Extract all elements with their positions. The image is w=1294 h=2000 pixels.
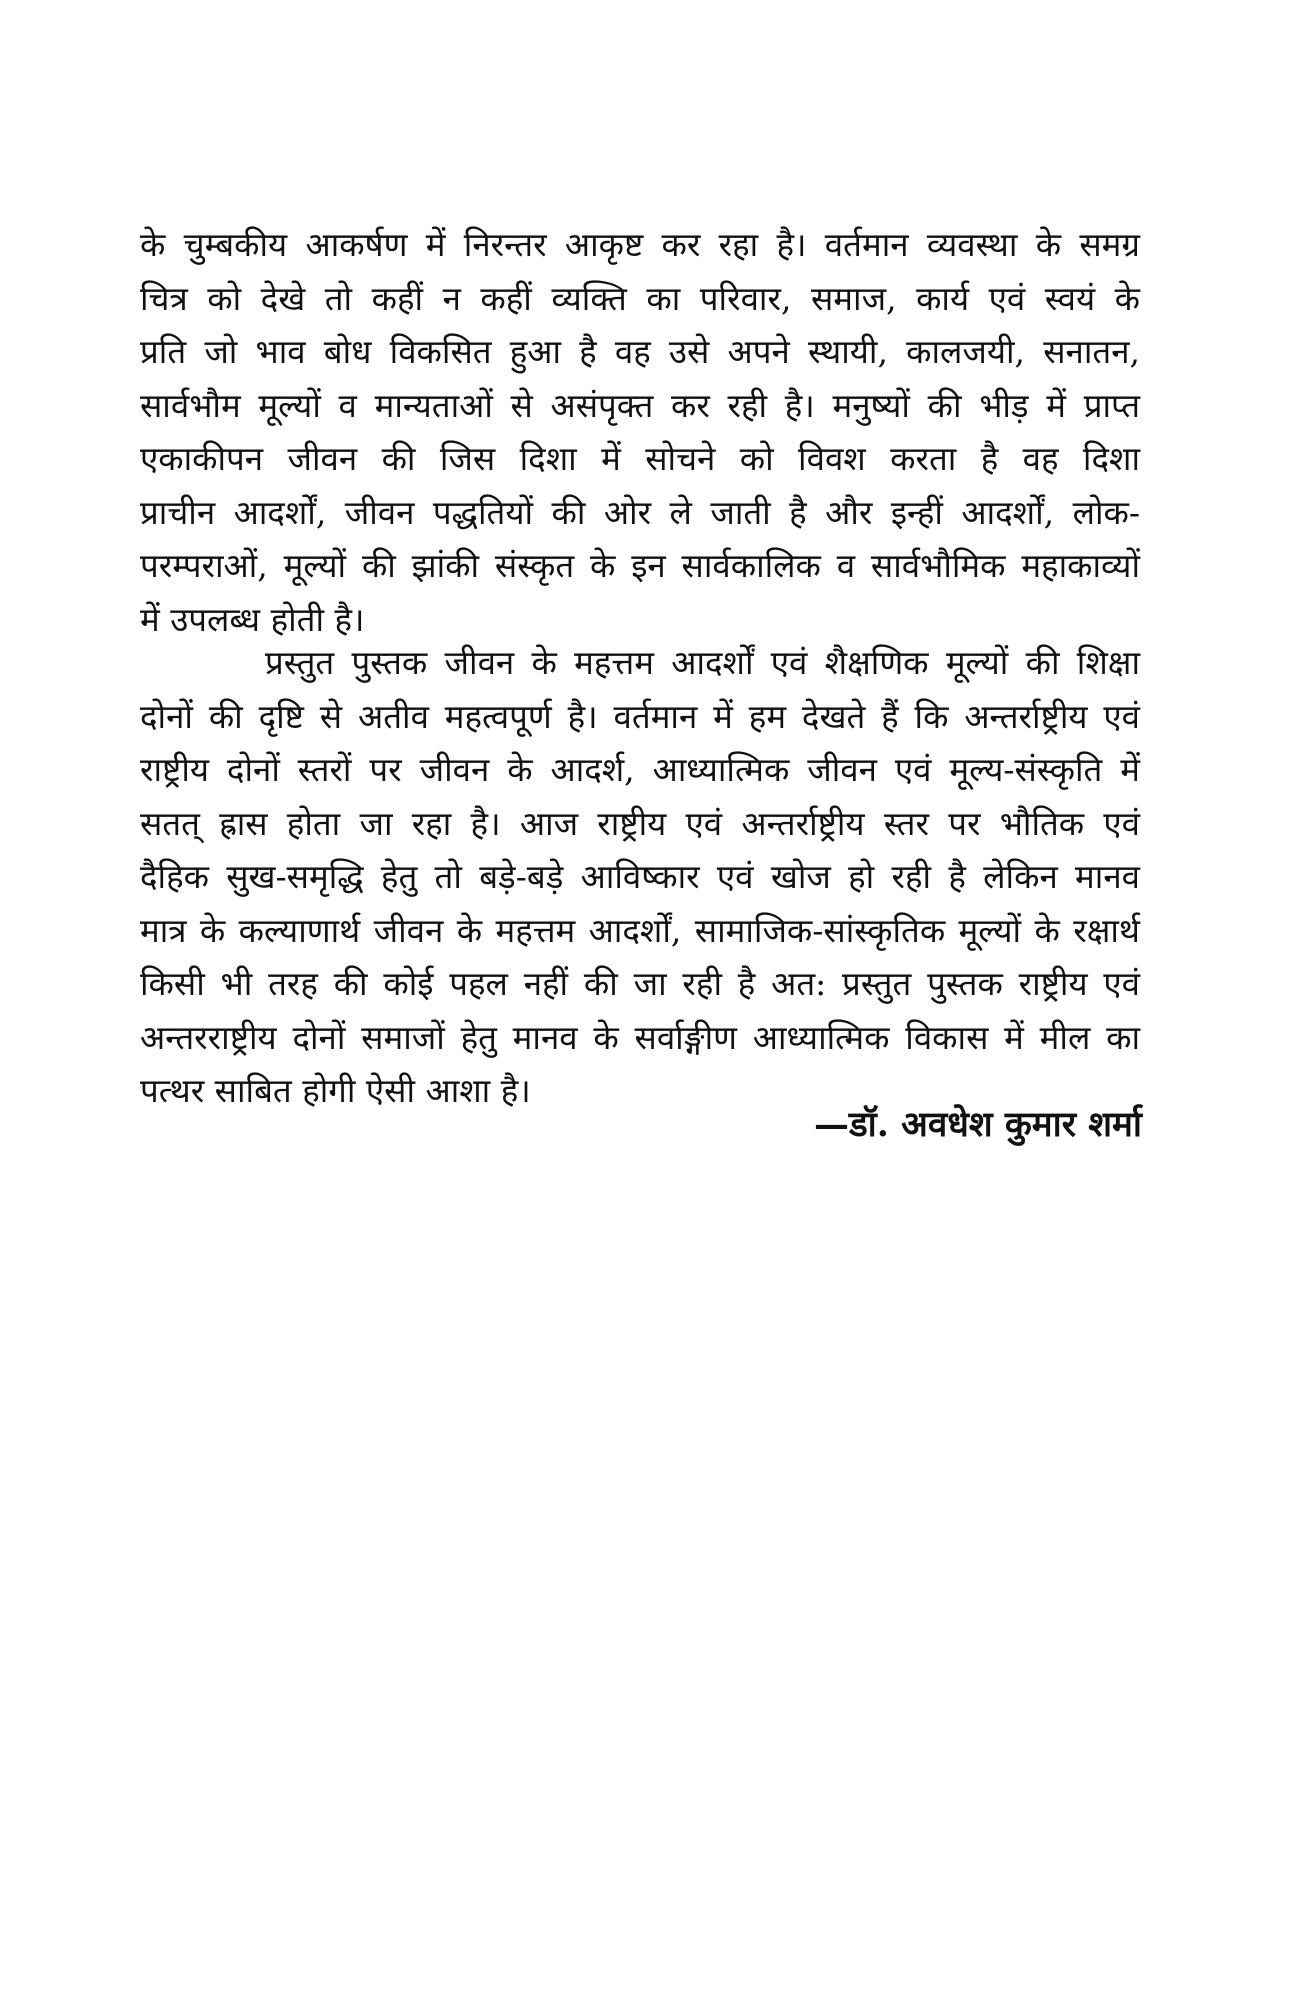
paragraph-2 <box>140 636 1140 1118</box>
text-line: प्रति जो भाव बोध विकसित हुआ है वह उसे अपने स्थायी, कालजयी, सनातन, <box>140 332 1140 371</box>
text-line: चित्र को देखे तो कहीं न कहीं व्यक्ति का परिवार, समाज, कार्य एवं स्वयं के <box>140 278 1140 318</box>
text-line: दैहिक सुख-समृद्धि हेतु तो बड़े-बड़े आविष्कार एवं खोज हो रही है लेकिन मानव <box>140 857 1140 896</box>
author-signature: —डॉ. अवधेश कुमार शर्मा <box>813 1104 1142 1145</box>
text-line: में उपलब्ध होती है। <box>140 599 365 639</box>
text-line: मात्र के कल्याणार्थ जीवन के महत्तम आदर्शों, सामाजिक-सांस्कृतिक मूल्यों के रक्षार्थ <box>140 910 1140 950</box>
text-line: किसी भी तरह की कोई पहल नहीं की जा रही है अत: प्रस्तुत पुस्तक राष्ट्रीय एवं <box>140 964 1140 1003</box>
paragraph-1 <box>140 218 1140 646</box>
text-line: सतत् ह्रास होता जा रहा है। आज राष्ट्रीय एवं अन्तर्राष्ट्रीय स्तर पर भौतिक एवं <box>140 803 1140 843</box>
text-line: प्रस्तुत पुस्तक जीवन के महत्तम आदर्शों एवं शैक्षणिक मूल्यों की शिक्षा <box>265 643 1140 682</box>
text-line: परम्पराओं, मूल्यों की झांकी संस्कृत के इन सार्वकालिक व सार्वभौमिक महाकाव्यों <box>140 546 1140 585</box>
text-line: एकाकीपन जीवन की जिस दिशा में सोचने को विवश करता है वह दिशा <box>140 439 1140 478</box>
text-line: राष्ट्रीय दोनों स्तरों पर जीवन के आदर्श, आध्यात्मिक जीवन एवं मूल्य-संस्कृति में <box>140 750 1140 789</box>
text-line: दोनों की दृष्टि से अतीव महत्वपूर्ण है। वर्तमान में हम देखते हैं कि अन्तर्राष्ट्रीय एवं <box>140 696 1140 736</box>
text-line: पत्थर साबित होगी ऐसी आशा है। <box>140 1071 531 1110</box>
text-line: के चुम्बकीय आकर्षण में निरन्तर आकृष्ट कर रहा है। वर्तमान व्यवस्था के समग्र <box>140 225 1140 264</box>
text-line: सार्वभौम मूल्यों व मान्यताओं से असंपृक्त कर रही है। मनुष्यों की भीड़ में प्राप्त <box>140 385 1140 425</box>
text-line: प्राचीन आदर्शों, जीवन पद्धतियों की ओर ले जाती है और इन्हीं आदर्शों, लोक- <box>140 492 1140 532</box>
text-line: अन्तरराष्ट्रीय दोनों समाजों हेतु मानव के सर्वाङ्गीण आध्यात्मिक विकास में मील का <box>140 1017 1140 1057</box>
